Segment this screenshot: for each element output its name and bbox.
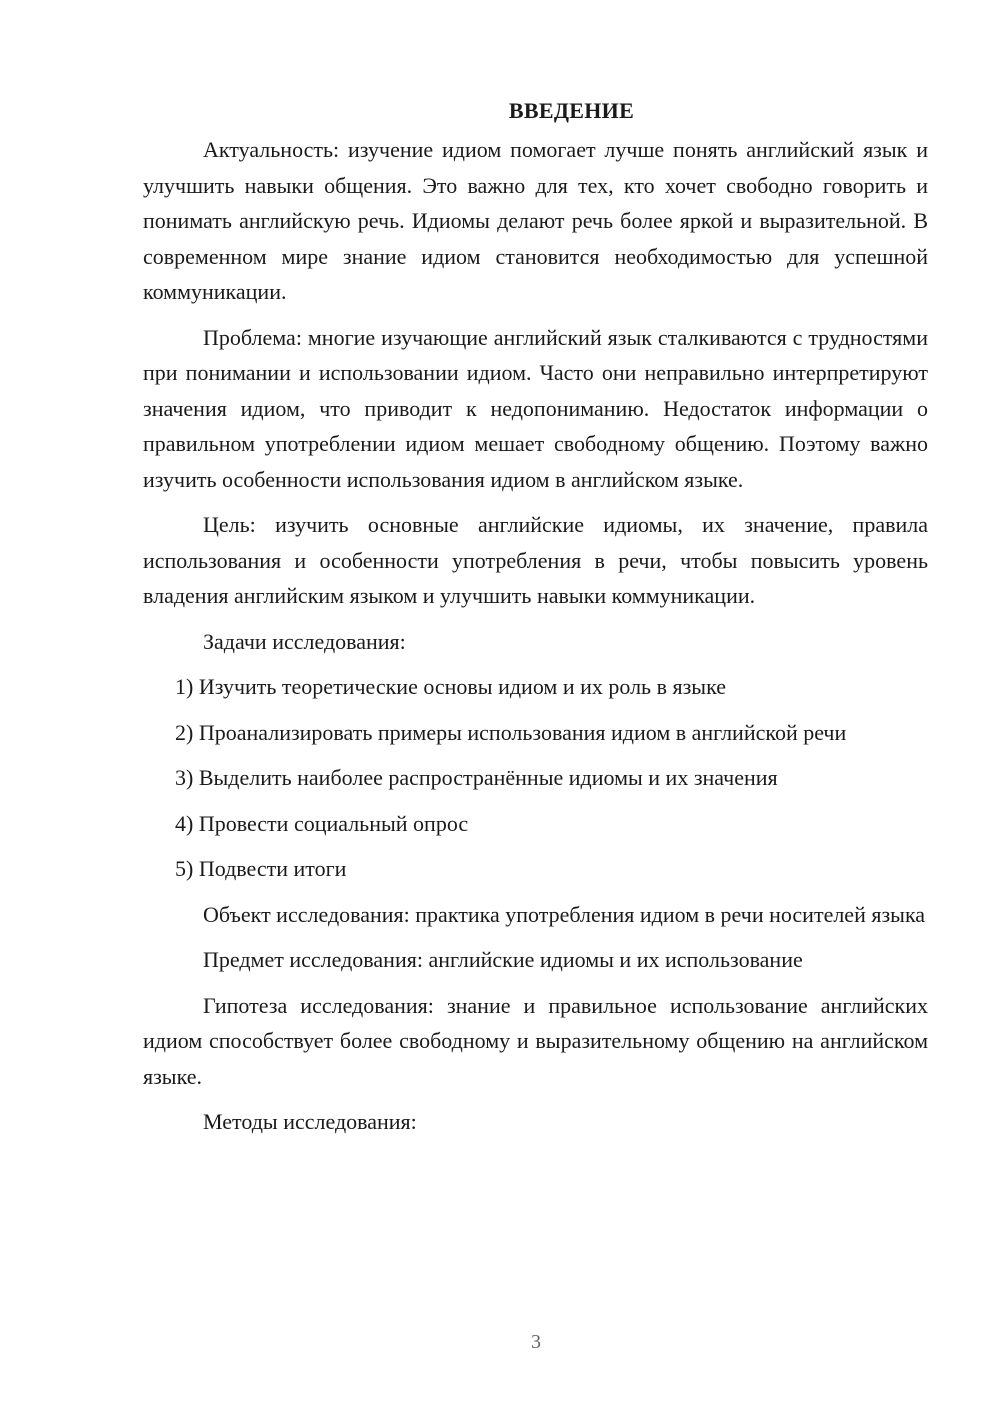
goal-paragraph: Цель: изучить основные английские идиомы, их значение, правила использования и особенности употребления в речи, чтобы повысить уровень владения английским языком и улучшить навыки коммуникации.: [143, 512, 928, 608]
section-heading: ВВЕДЕНИЕ: [508, 98, 635, 123]
relevance-paragraph: Актуальность: изучение идиом помогает лучше понять английский язык и улучшить навыки общения. Это важно для тех, кто хочет свободно говорить и понимать английскую речь. Идиомы делают речь более яркой и выразительной. В современном мире знание идиом становится необходимостью для успешной коммуникации.: [143, 137, 928, 304]
tasks-title: Задачи исследования:: [203, 628, 406, 654]
task-item-5: 5) Подвести итоги: [175, 856, 347, 881]
page-number: 3: [531, 1331, 541, 1353]
methods-paragraph: Методы исследования:: [203, 1109, 417, 1134]
hypothesis-paragraph: Гипотеза исследования: знание и правильное использование английских идиом способствует более свободному и выразительному общению на английском языке.: [143, 992, 928, 1089]
object-paragraph: Объект исследования: практика употребления идиом в речи носителей языка: [203, 901, 926, 927]
problem-paragraph: Проблема: многие изучающие английский язык сталкиваются с трудностями при понимании и использовании идиом. Часто они неправильно интерпретируют значения идиом, что приводит к недопониманию. Недостаток информации о правильном употреблении идиом мешает свободному общению. Поэтому важно изучить особенности использования идиом в английском языке.: [143, 324, 928, 492]
task-item-4: 4) Провести социальный опрос: [175, 810, 469, 836]
task-item-2: 2) Проанализировать примеры использования идиом в английской речи: [175, 719, 847, 745]
document-page: [143, 94, 928, 1150]
task-item-3: 3) Выделить наиболее распространённые идиомы и их значения: [175, 765, 778, 790]
task-item-1: 1) Изучить теоретические основы идиом и их роль в языке: [175, 674, 726, 699]
subject-paragraph: Предмет исследования: английские идиомы и их использование: [203, 947, 803, 972]
